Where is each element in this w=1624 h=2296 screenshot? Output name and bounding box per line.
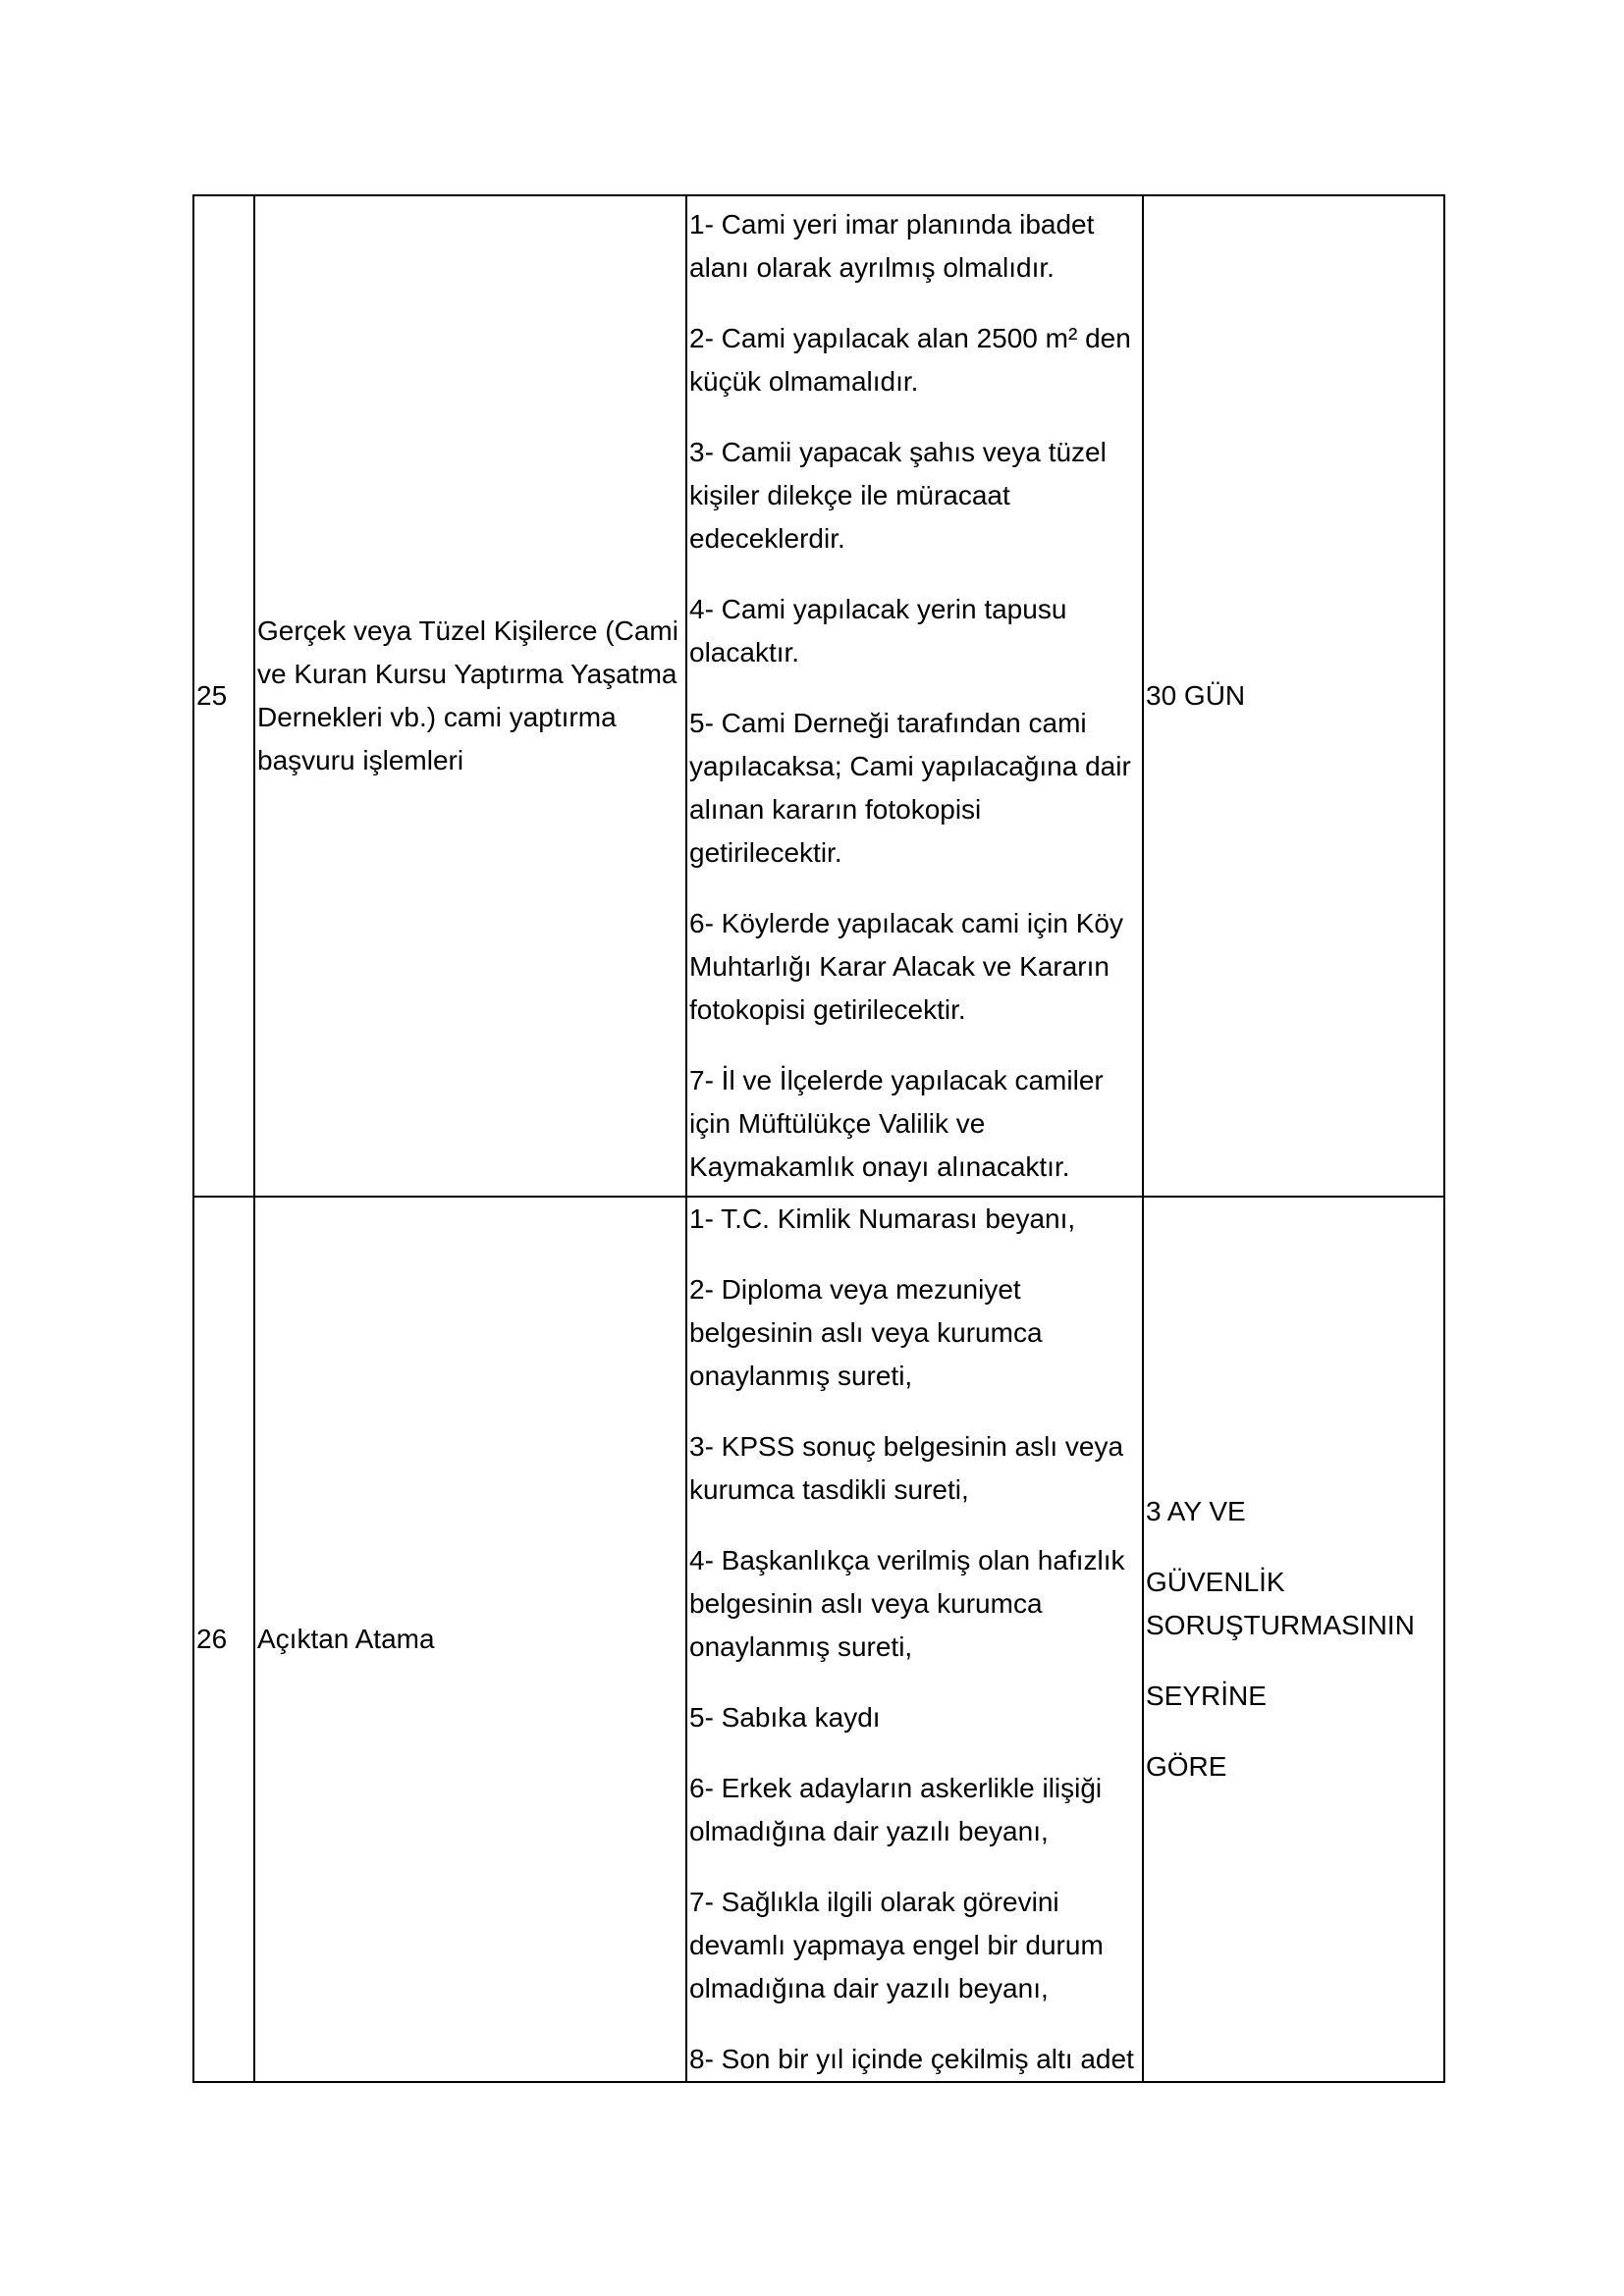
requirement-item: 1- T.C. Kimlik Numarası beyanı, <box>689 1203 1076 1234</box>
requirement-item: 5- Sabıka kaydı <box>689 1702 881 1733</box>
requirement-item: 7- Sağlıkla ilgili olarak görevini devamlı yapmaya engel bir durum olmadığına dair yazılı beyanı, <box>689 1887 1104 2003</box>
requirements-cell <box>686 1197 1143 2082</box>
requirements-cell <box>686 195 1143 1197</box>
duration-text: SEYRİNE <box>1146 1681 1267 1711</box>
row-number: 25 <box>193 195 254 1197</box>
duration-text: 30 GÜN <box>1146 680 1246 711</box>
duration-text: SORUŞTURMASININ <box>1146 1610 1415 1640</box>
requirement-item: 1- Cami yeri imar planında ibadet alanı olarak ayrılmış olmalıdır. <box>689 209 1095 283</box>
table-row <box>193 195 1444 1197</box>
requirement-item: 6- Köylerde yapılacak cami için Köy Muhtarlığı Karar Alacak ve Kararın fotokopisi getirilecektir. <box>689 908 1123 1025</box>
requirement-item: 7- İl ve İlçelerde yapılacak camiler için Müftülükçe Valilik ve Kaymakamlık onayı alınacaktır. <box>689 1065 1104 1182</box>
requirement-item: 5- Cami Derneği tarafından cami yapılacaksa; Cami yapılacağına dair alınan kararın fotokopisi getirilecektir. <box>689 708 1131 868</box>
requirement-item: 3- Camii yapacak şahıs veya tüzel kişiler dilekçe ile müracaat edeceklerdir. <box>689 437 1107 554</box>
requirement-item: 8- Son bir yıl içinde çekilmiş altı adet <box>689 2044 1134 2074</box>
service-name: Açıktan Atama <box>254 1197 686 2082</box>
duration-text: GÜVENLİK <box>1146 1567 1285 1597</box>
requirement-item: 2- Diploma veya mezuniyet belgesinin aslı veya kurumca onaylanmış sureti, <box>689 1274 1043 1391</box>
duration-text: 3 AY VE <box>1146 1496 1246 1526</box>
service-name: Gerçek veya Tüzel Kişilerce (Cami ve Kuran Kursu Yaptırma Yaşatma Dernekleri vb.) cami yaptırma başvuru işlemleri <box>254 195 686 1197</box>
duration-cell <box>1143 195 1444 1197</box>
requirement-item: 4- Cami yapılacak yerin tapusu olacaktır. <box>689 594 1067 667</box>
duration-text: GÖRE <box>1146 1751 1227 1782</box>
row-number: 26 <box>193 1197 254 2082</box>
requirement-item: 2- Cami yapılacak alan 2500 m² den küçük olmamalıdır. <box>689 323 1131 397</box>
duration-cell <box>1143 1197 1444 2082</box>
requirement-item: 4- Başkanlıkça verilmiş olan hafızlık belgesinin aslı veya kurumca onaylanmış sureti, <box>689 1545 1125 1662</box>
table-row <box>193 1197 1444 2082</box>
requirement-item: 6- Erkek adayların askerlikle ilişiği olmadığına dair yazılı beyanı, <box>689 1773 1103 1846</box>
requirement-item: 3- KPSS sonuç belgesinin aslı veya kurumca tasdikli sureti, <box>689 1431 1124 1505</box>
services-table <box>192 194 1445 2083</box>
